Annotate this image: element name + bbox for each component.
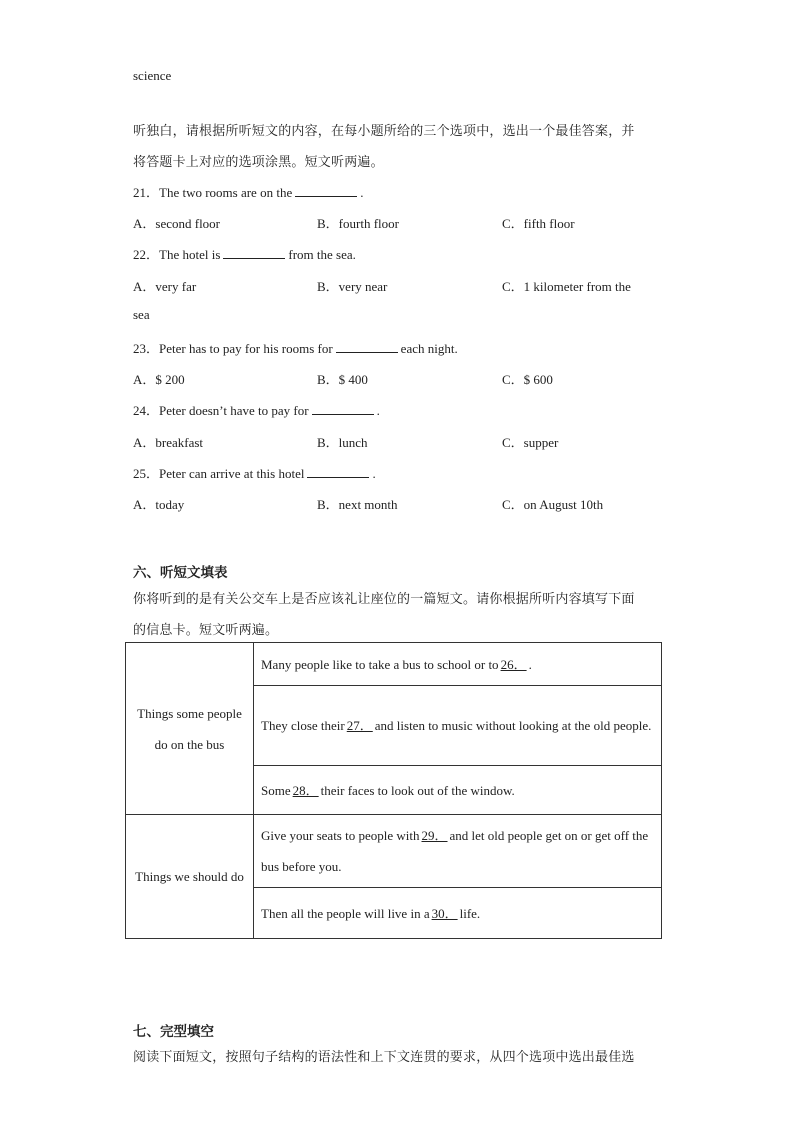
answer-blank <box>295 185 357 197</box>
cell-text-end: and let old people get on or get off the bus before you. <box>261 828 649 874</box>
option-c: C．supper <box>502 435 559 450</box>
question-stem-text: 21．The two rooms are on the <box>133 185 293 200</box>
option-c: C．on August 10th <box>502 497 604 512</box>
question-stem-text: 24．Peter doesn’t have to pay for <box>133 403 309 418</box>
table-cell <box>254 815 662 888</box>
option-b: B．next month <box>317 497 398 512</box>
answer-blank <box>336 341 398 353</box>
option-b: B．$ 400 <box>317 372 368 387</box>
question-stem-end: each night. <box>400 341 458 356</box>
info-card-table <box>125 642 662 939</box>
option-a: A．very far <box>133 279 197 294</box>
section6-instruction-line2: 的信息卡。短文听两遍。 <box>133 623 279 638</box>
cell-text: Some <box>261 782 291 798</box>
group-label-things-people-do: Things some people do on the bus <box>126 643 254 815</box>
blank-30: 30． <box>431 905 458 921</box>
table-cell <box>254 643 662 686</box>
blank-27: 27． <box>346 718 373 733</box>
blank-28: 28． <box>292 782 319 798</box>
blank-29: 29． <box>421 828 448 843</box>
question-22-stem <box>133 244 356 263</box>
answer-blank <box>307 466 369 478</box>
top-word: science <box>133 68 172 83</box>
cell-text-end: their faces to look out of the window. <box>320 782 515 798</box>
option-a: A．second floor <box>133 216 221 231</box>
cell-text-end: life. <box>459 905 481 921</box>
group-label-things-we-should-do: Things we should do <box>126 815 254 939</box>
option-a: A．breakfast <box>133 435 204 450</box>
cell-text-end: and listen to music without looking at the old people. <box>374 718 652 733</box>
table-cell <box>254 766 662 815</box>
table-cell <box>254 888 662 939</box>
cell-text-end: . <box>528 656 532 672</box>
option-b: B．very near <box>317 279 388 294</box>
question-stem-end: from the sea. <box>288 247 356 262</box>
question-stem-end: . <box>372 466 376 481</box>
question-stem-text: 23．Peter has to pay for his rooms for <box>133 341 333 356</box>
option-a: A．today <box>133 497 185 512</box>
section5-instruction-line1: 听独白，请根据所听短文的内容，在每小题所给的三个选项中，选出一个最佳答案，并 <box>133 124 635 139</box>
cell-text: Then all the people will live in a <box>261 905 430 921</box>
section6-heading: 六、听短文填表 <box>133 565 228 581</box>
section7-heading: 七、完型填空 <box>133 1024 214 1040</box>
section7-instruction-line1: 阅读下面短文，按照句子结构的语法性和上下文连贯的要求，从四个选项中选出最佳选 <box>133 1050 635 1065</box>
table-cell <box>254 686 662 766</box>
option-b: B．fourth floor <box>317 216 399 231</box>
cell-text: Many people like to take a bus to school or to <box>261 656 499 672</box>
section6-instruction-line1: 你将听到的是有关公交车上是否应该礼让座位的一篇短文。请你根据所听内容填写下面 <box>133 592 635 607</box>
option-c-continued: sea <box>133 307 150 322</box>
question-stem-text: 22．The hotel is <box>133 247 221 262</box>
question-24-stem <box>133 400 380 419</box>
section5-instruction-line2: 将答题卡上对应的选项涂黑。短文听两遍。 <box>133 155 384 170</box>
blank-26: 26． <box>500 656 527 672</box>
table-row <box>126 815 662 888</box>
table-row <box>126 643 662 686</box>
cell-text: Give your seats to people with <box>261 828 420 843</box>
question-21-stem <box>133 182 363 201</box>
option-c: C．1 kilometer from the <box>502 279 631 294</box>
option-a: A．$ 200 <box>133 372 185 387</box>
question-23-stem <box>133 338 458 357</box>
question-stem-end: . <box>376 403 380 418</box>
answer-blank <box>223 247 285 259</box>
question-stem-text: 25．Peter can arrive at this hotel <box>133 466 305 481</box>
option-b: B．lunch <box>317 435 368 450</box>
answer-blank <box>312 403 374 415</box>
option-c: C．fifth floor <box>502 216 575 231</box>
question-stem-end: . <box>360 185 364 200</box>
cell-text: They close their <box>261 718 345 733</box>
option-c: C．$ 600 <box>502 372 553 387</box>
question-25-stem <box>133 463 376 482</box>
